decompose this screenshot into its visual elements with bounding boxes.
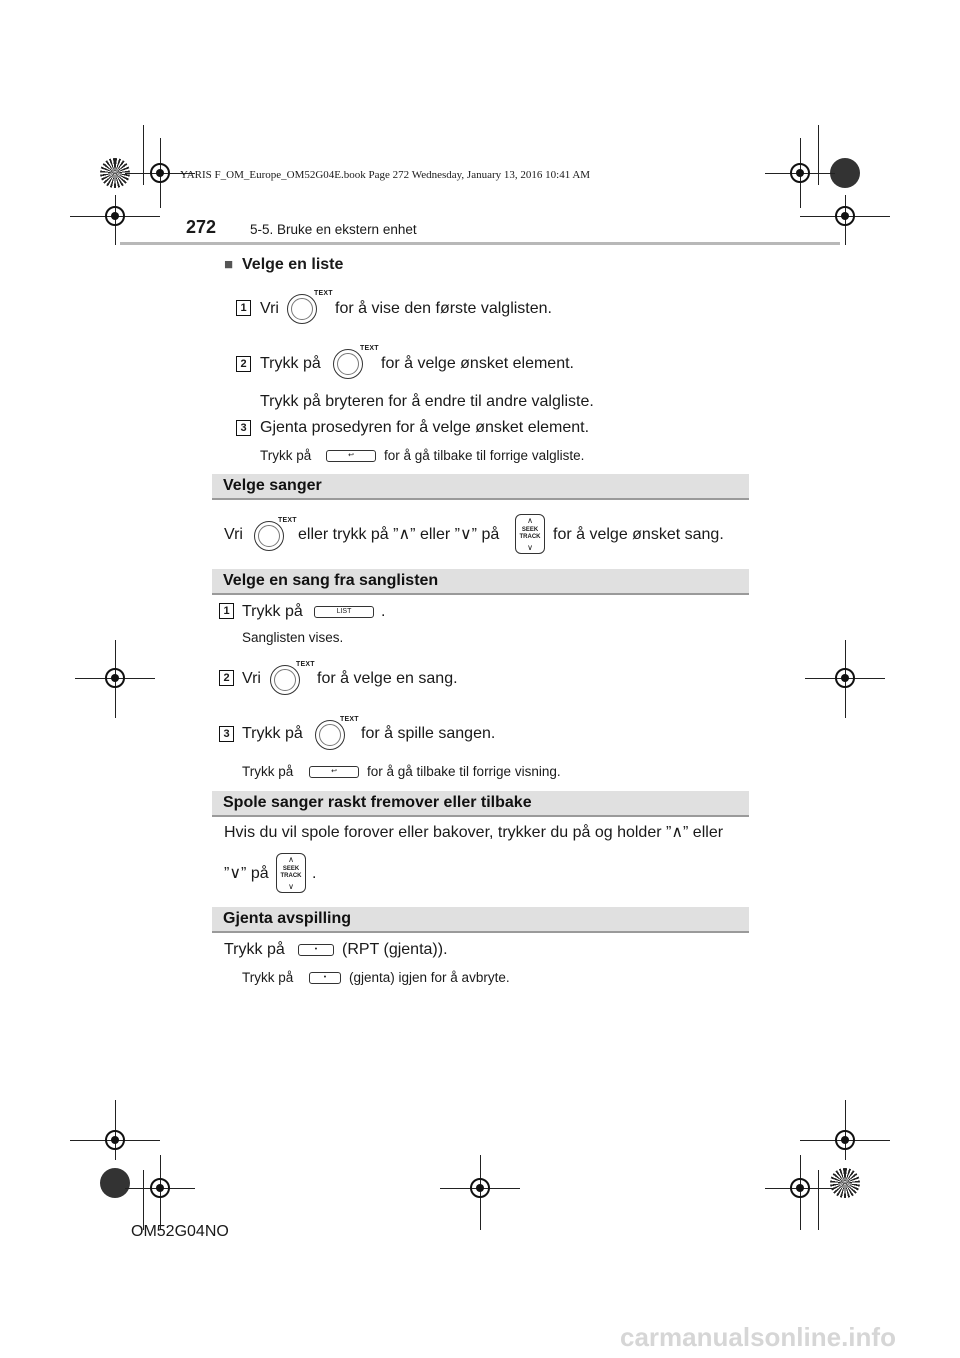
tune-knob-icon [270,665,300,695]
book-info: YARIS F_OM_Europe_OM52G04E.book Page 272 Wednesday, January 13, 2016 10:41 AM [180,169,591,181]
paragraph-text: . [312,865,317,882]
tune-knob-icon [287,294,317,324]
step-text: Gjenta prosedyren for å velge ønsket element. [260,419,590,436]
heading-text: Velge sanger [223,477,322,494]
paragraph-text: ”∨” på [224,865,269,882]
section-title: 5-5. Bruke en ekstern enhet [250,222,417,237]
section-heading [212,569,749,595]
step-text: for å vise den første valglisten. [335,300,552,317]
solid-disk-mark-icon [100,1168,130,1198]
trim-line [143,1170,144,1230]
step-number: 3 [219,726,234,742]
knob-label: TEXT [314,290,333,297]
step-text: for å velge ønsket element. [381,355,574,372]
knob-label: TEXT [360,345,379,352]
subsection-title: Velge en liste [242,256,344,273]
back-button-icon: ↩ [326,450,376,462]
page-number: 272 [186,217,217,237]
tune-knob-icon [333,349,363,379]
paragraph-text: eller trykk på ”∧” eller ”∨” på [298,526,500,543]
back-note: Trykk på [260,448,312,463]
seek-track-button-icon: ∧ SEEK TRACK ∨ [515,514,545,554]
heading-text: Gjenta avspilling [223,910,352,927]
step-number: 2 [219,670,234,686]
back-button-icon: ↩ [309,766,359,778]
knob-label: TEXT [340,716,359,723]
back-note: Trykk på [242,764,294,779]
section-bullet: ■ [224,256,234,273]
section-heading [212,474,749,500]
step-text: . [381,603,386,620]
watermark: carmanualsonline.info [620,1322,896,1352]
step-number: 1 [219,603,234,619]
header-rule [120,242,840,245]
heading-text: Spole sanger raskt fremover eller tilbake [223,794,532,811]
step-text: Vri [260,300,279,317]
repeat-note: (gjenta) igjen for å avbryte. [349,970,510,985]
manual-code: OM52G04NO [131,1223,229,1240]
step-text: Trykk på [242,603,303,620]
trim-line [818,1170,819,1230]
paragraph-text: Vri [224,526,243,543]
paragraph-text: for å velge ønsket sang. [553,526,724,543]
back-note: for å gå tilbake til forrige visning. [367,764,561,779]
section-heading [212,907,749,933]
sunburst-mark-icon [830,1168,860,1198]
tune-knob-icon [315,720,345,750]
step-number: 3 [236,420,251,436]
step-note: Trykk på bryteren for å endre til andre valgliste. [260,393,594,410]
paragraph-text: Hvis du vil spole forover eller bakover, trykker du på og holder ”∧” eller [224,824,724,841]
seek-track-button-icon: ∧ SEEK TRACK ∨ [276,853,306,893]
tune-knob-icon [254,521,284,551]
trim-line [818,125,819,185]
step-number: 1 [236,300,251,316]
step-text: Trykk på [260,355,321,372]
section-heading [212,791,749,817]
step-text: Trykk på [242,725,303,742]
paragraph-text: Trykk på [224,941,285,958]
trim-line [143,125,144,185]
list-button-icon: LIST [314,606,374,618]
paragraph-text: (RPT (gjenta)). [342,941,448,958]
step-text: Vri [242,670,261,687]
step-note: Sanglisten vises. [242,630,344,645]
step-text: for å spille sangen. [361,725,496,742]
repeat-note: Trykk på [242,970,294,985]
repeat-button-icon: • [298,944,334,956]
heading-text: Velge en sang fra sanglisten [223,572,439,589]
knob-label: TEXT [296,661,315,668]
step-text: for å velge en sang. [317,670,458,687]
repeat-button-icon: • [309,972,341,984]
step-number: 2 [236,356,251,372]
back-note: for å gå tilbake til forrige valgliste. [384,448,585,463]
knob-label: TEXT [278,517,297,524]
